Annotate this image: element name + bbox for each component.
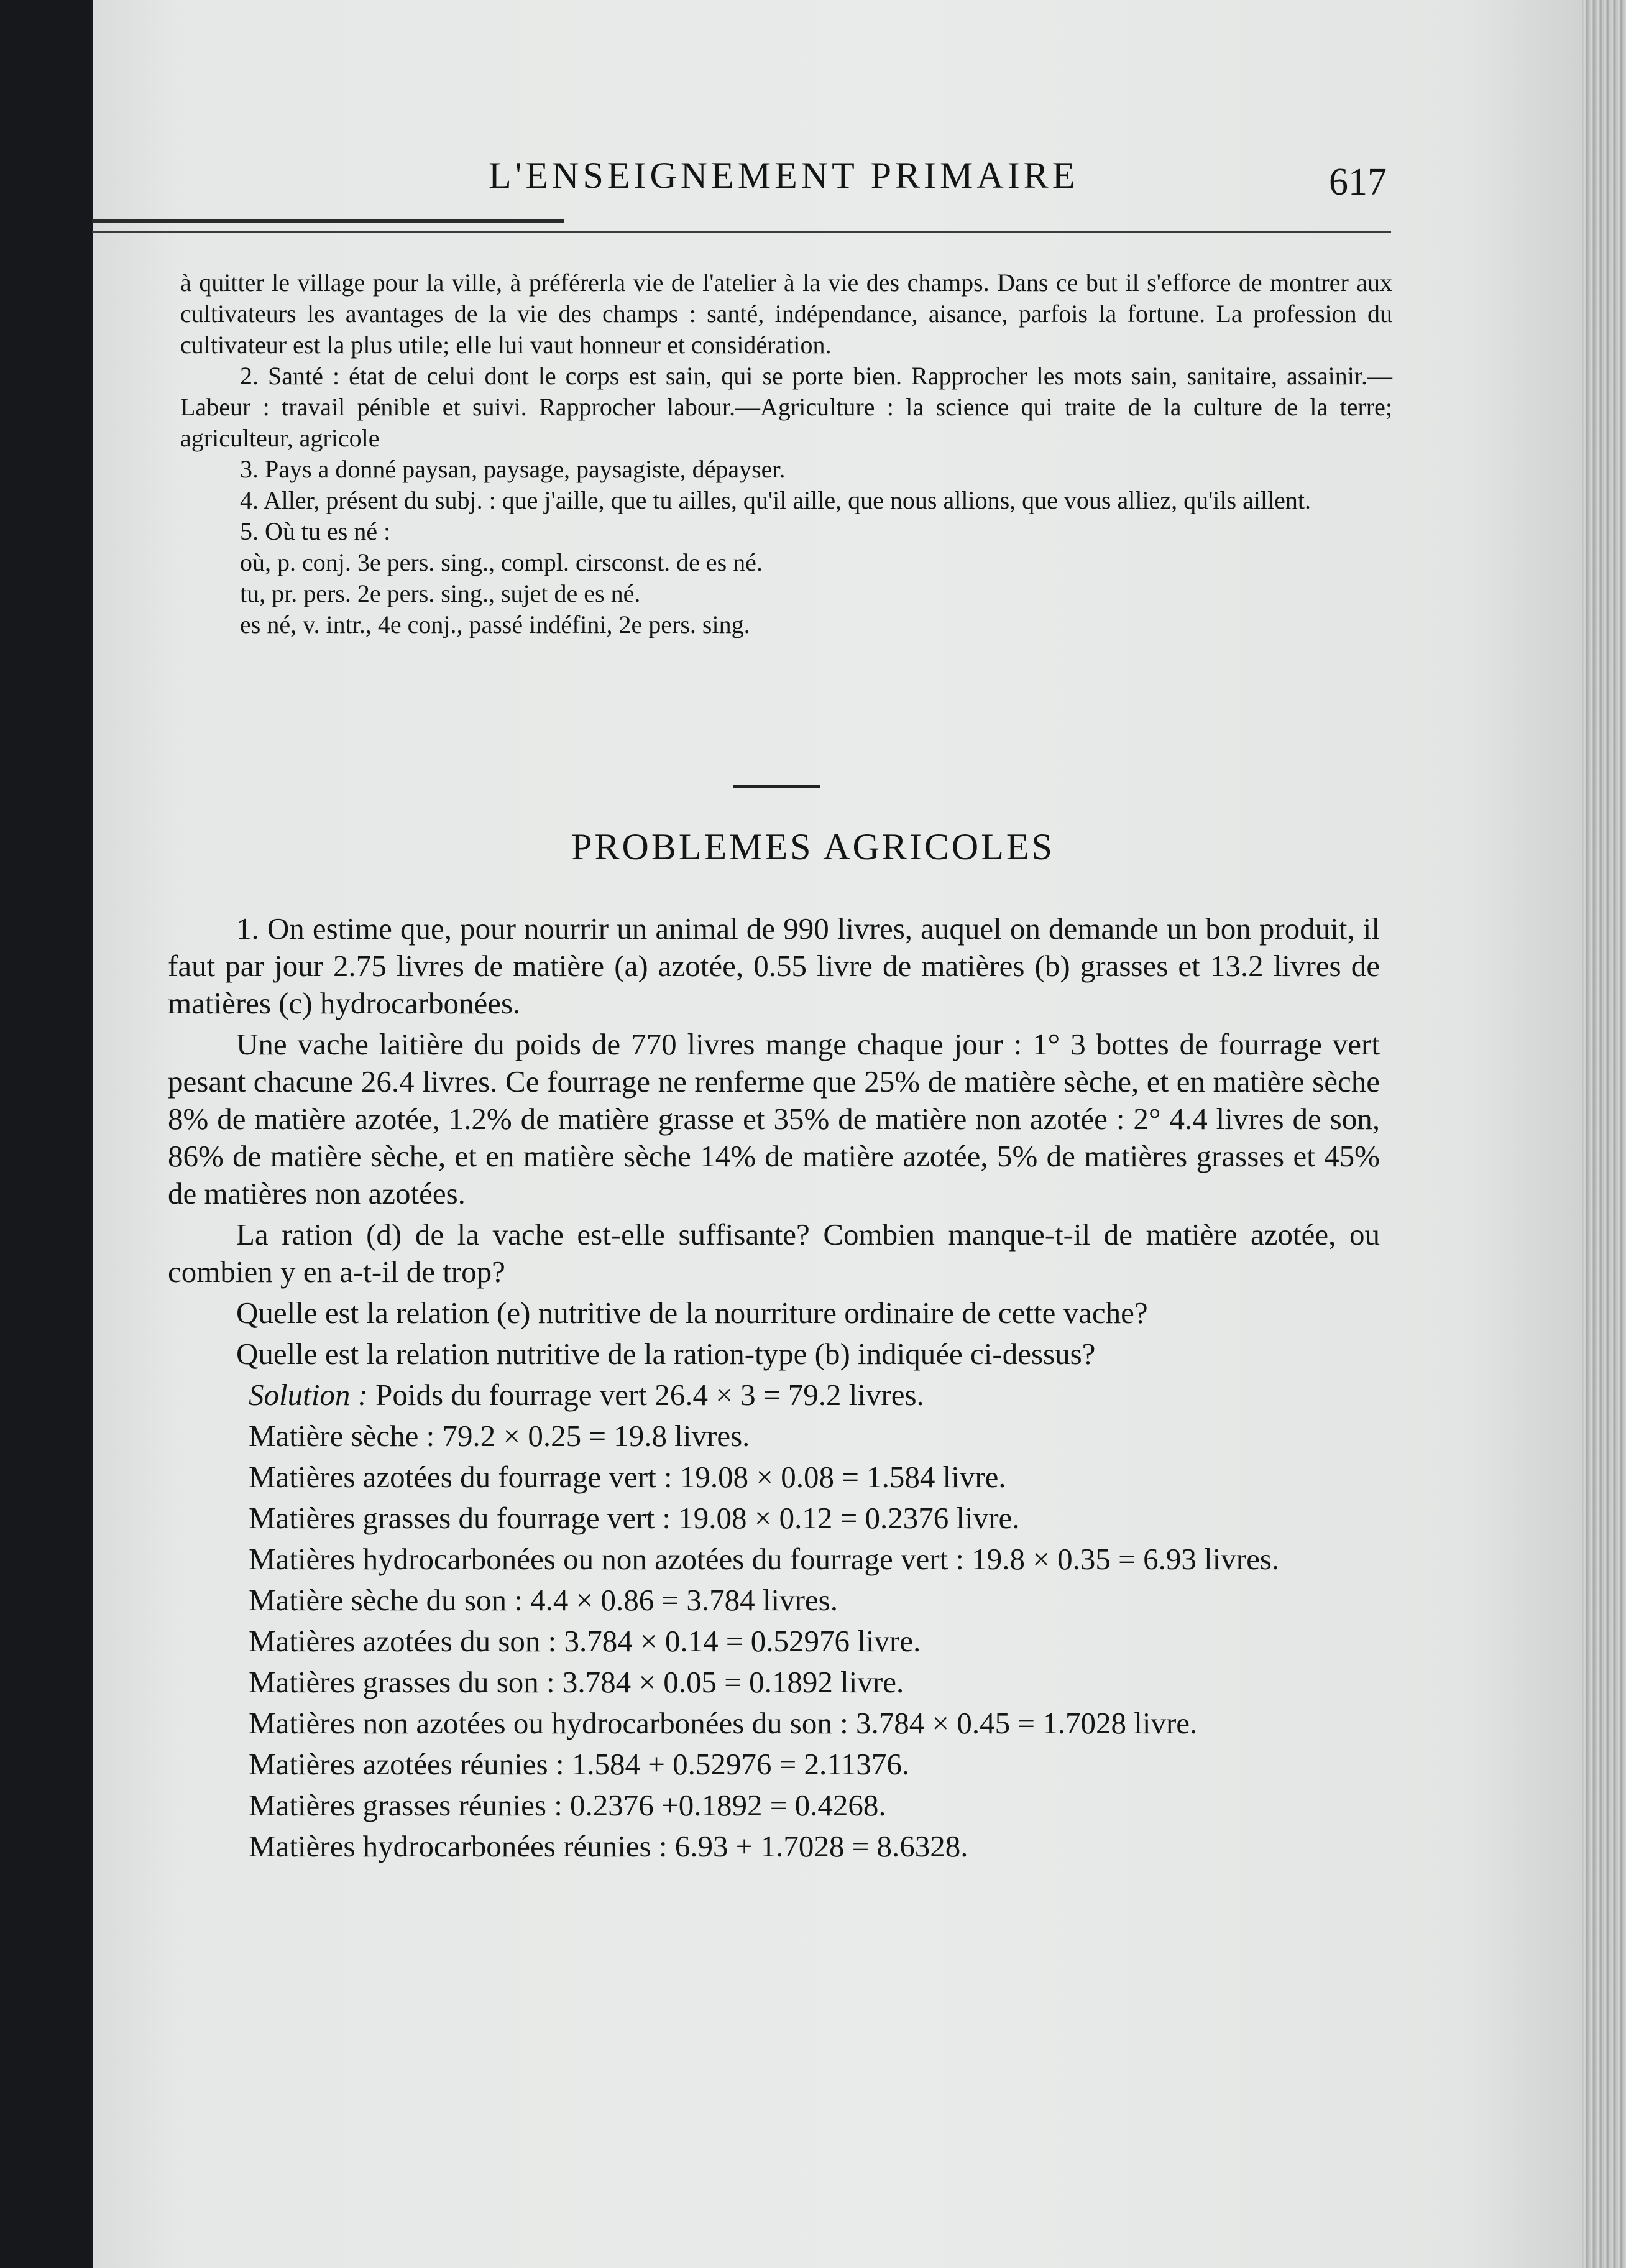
notes-block <box>180 267 1392 640</box>
page-number: 617 <box>1329 161 1387 203</box>
problem-block <box>168 910 1380 1869</box>
calc-line: Matière sèche : 79.2 × 0.25 = 19.8 livres. <box>249 1419 750 1453</box>
calc-line: Matières hydrocarbonées ou non azotées du fourrage vert : 19.8 × 0.35 = 6.93 livres. <box>249 1542 1280 1576</box>
problem-question-3: Quelle est la relation nutritive de la ration-type (b) indiquée ci-dessus? <box>236 1337 1096 1371</box>
calc-line: Matière sèche du son : 4.4 × 0.86 = 3.784 livres. <box>249 1583 838 1617</box>
calc-line: Matières non azotées ou hydrocarbonées du son : 3.784 × 0.45 = 1.7028 livre. <box>249 1706 1198 1740</box>
solution-first-text: Poids du fourrage vert 26.4 × 3 = 79.2 livres. <box>375 1378 924 1412</box>
calc-line: Matières azotées réunies : 1.584 + 0.52976 = 2.11376. <box>249 1747 910 1781</box>
calc-line: Matières grasses réunies : 0.2376 +0.1892 = 0.4268. <box>249 1788 886 1822</box>
calc-line: Matières hydrocarbonées réunies : 6.93 + 1.7028 = 8.6328. <box>249 1829 968 1863</box>
section-title: PROBLEMES AGRICOLES <box>571 826 1055 867</box>
header-rule-thin <box>92 231 1391 233</box>
analysis-line-3: es né, v. intr., 4e conj., passé indéfini, 2e pers. sing. <box>240 611 750 638</box>
solution-label: Solution : <box>249 1378 368 1412</box>
book-spine-edge <box>1582 0 1626 2268</box>
problem-data: Une vache laitière du poids de 770 livres mange chaque jour : 1° 3 bottes de fourrage vert pesant chacune 26.4 livres. Ce fourrage ne renferme que 25% de matière sèche, et en matière sèche 8% de matière azotée, 1.2% de matière grasse et 35% de matière non azotée : 2° 4.4 livres de son, 86% de matière sèche, et en matière sèche 14% de matière azotée, 5% de matières grasses et 45% de matières non azotées. <box>168 1027 1380 1210</box>
note-paragraph-2: 2. Santé : état de celui dont le corps est sain, qui se porte bien. Rapprocher les mots sain, sanitaire, assainir.—Labeur : travail pénible et suivi. Rapprocher labour.—Agriculture : la science qui traite de la culture de la terre; agriculteur, agricole <box>180 362 1392 452</box>
calc-line: Matières grasses du son : 3.784 × 0.05 = 0.1892 livre. <box>249 1665 904 1699</box>
note-paragraph-3: 3. Pays a donné paysan, paysage, paysagiste, dépayser. <box>240 455 786 483</box>
solution-first-line <box>168 1376 1380 1414</box>
calc-line: Matières azotées du son : 3.784 × 0.14 = 0.52976 livre. <box>249 1624 921 1658</box>
note-paragraph-4: 4. Aller, présent du subj. : que j'aille, que tu ailles, qu'il aille, que nous allions, que vous alliez, qu'ils aillent. <box>240 486 1311 514</box>
analysis-line-1: où, p. conj. 3e pers. sing., compl. cirsconst. de es né. <box>240 548 763 576</box>
problem-intro: 1. On estime que, pour nourrir un animal de 990 livres, auquel on demande un bon produit, il faut par jour 2.75 livres de matière (a) azotée, 0.55 livre de matières (b) grasses et 13.2 livres de matières (c) hydrocarbonées. <box>168 911 1380 1020</box>
problem-question-1: La ration (d) de la vache est-elle suffisante? Combien manque-t-il de matière azotée, ou combien y en a-t-il de trop? <box>168 1217 1380 1289</box>
page-header <box>87 142 1392 216</box>
analysis-line-2: tu, pr. pers. 2e pers. sing., sujet de es né. <box>240 579 641 607</box>
section-divider <box>733 785 820 788</box>
note-paragraph-1: à quitter le village pour la ville, à préférerla vie de l'atelier à la vie des champs. Dans ce but il s'efforce de montrer aux cultivateurs les avantages de la vie des champs : santé, indépendance, aisance, parfois la fortune. La profession du cultivateur est la plus utile; elle lui vaut honneur et considération. <box>180 269 1392 359</box>
running-title: L'ENSEIGNEMENT PRIMAIRE <box>489 155 1079 196</box>
note-paragraph-5: 5. Où tu es né : <box>240 517 391 545</box>
calc-line: Matières azotées du fourrage vert : 19.08 × 0.08 = 1.584 livre. <box>249 1460 1006 1494</box>
problem-question-2: Quelle est la relation (e) nutritive de la nourriture ordinaire de cette vache? <box>236 1296 1148 1330</box>
calc-line: Matières grasses du fourrage vert : 19.08 × 0.12 = 0.2376 livre. <box>249 1501 1020 1535</box>
header-rule-thick <box>92 219 564 223</box>
